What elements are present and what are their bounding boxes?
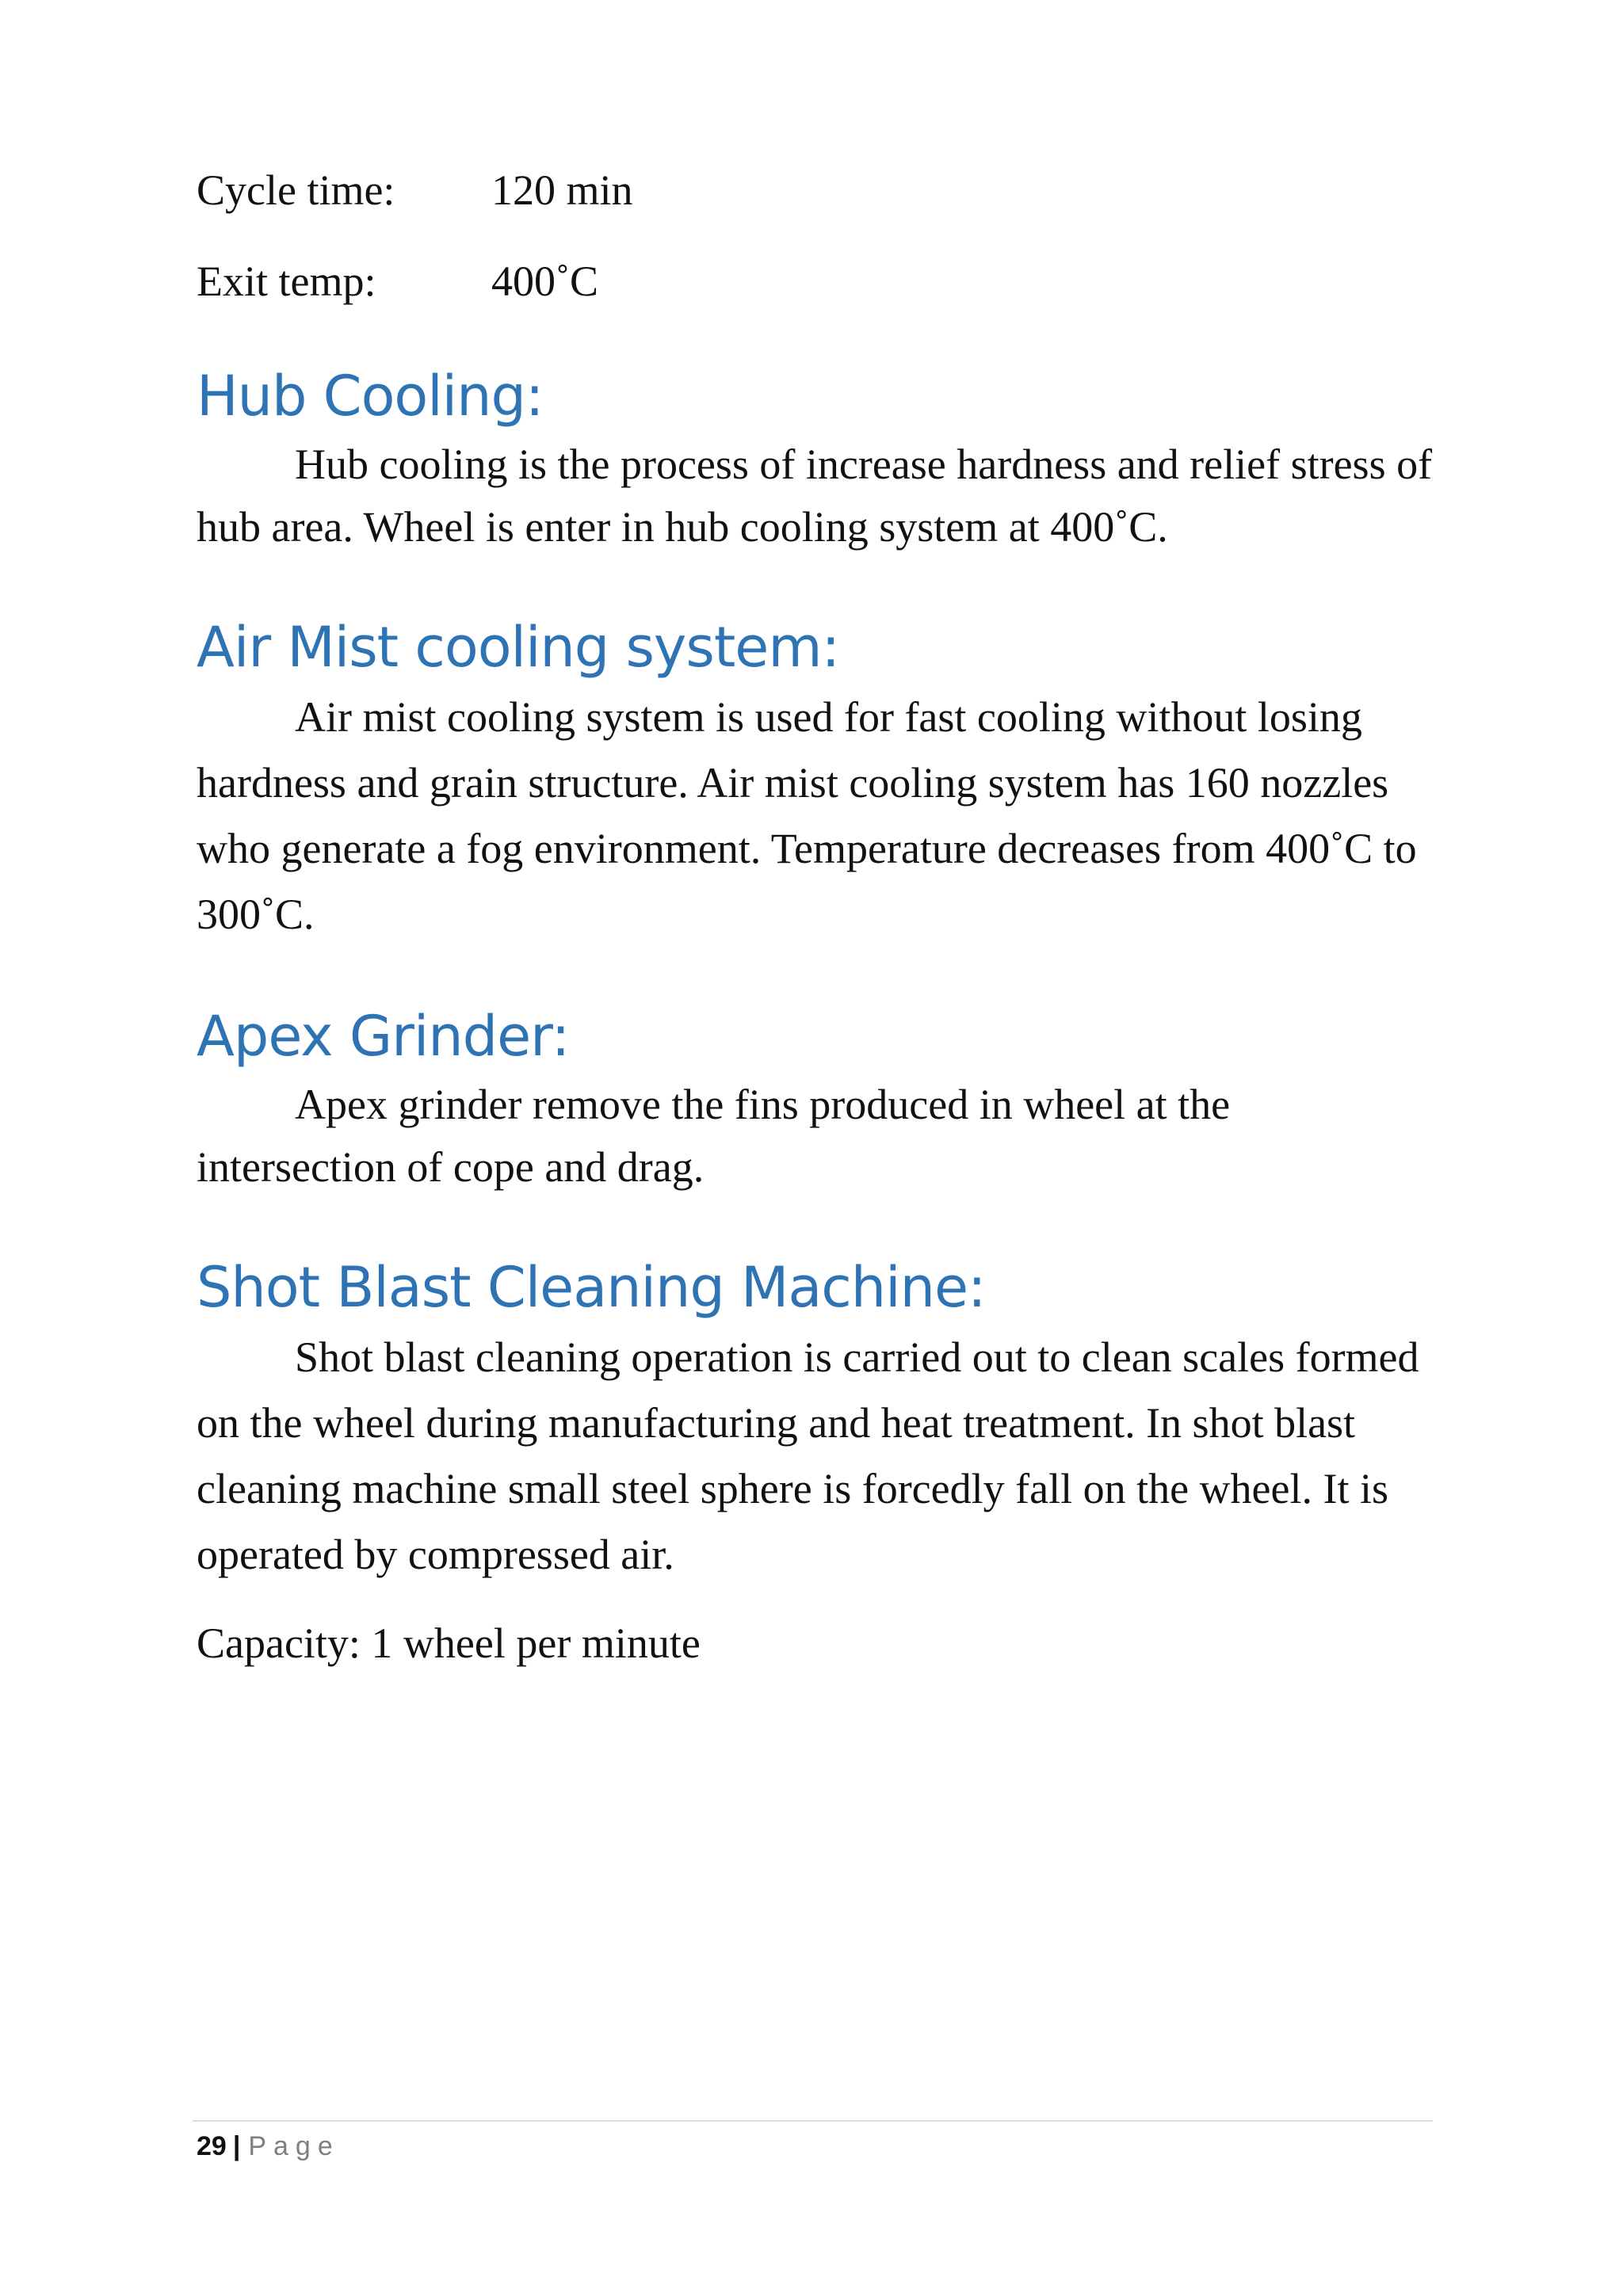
spec-label: Cycle time:	[197, 166, 395, 214]
spec-row-cycle-time	[197, 158, 1433, 222]
heading-shot-blast: Shot Blast Cleaning Machine:	[197, 1255, 986, 1320]
footer-separator: |	[232, 2131, 241, 2161]
heading-air-mist-cooling: Air Mist cooling system:	[197, 615, 840, 680]
paragraph-hub-cooling	[197, 433, 1433, 559]
page-number: 29	[197, 2131, 227, 2161]
spec-value: 400˚C	[491, 257, 598, 305]
heading-apex-grinder: Apex Grinder:	[197, 1004, 570, 1069]
footer-divider	[193, 2120, 1433, 2122]
spec-row-exit-temp	[197, 250, 1433, 313]
page-footer	[197, 2126, 340, 2167]
capacity-line: Capacity: 1 wheel per minute	[197, 1619, 701, 1667]
paragraph-text: Air mist cooling system is used for fast cooling without losing hardness and grain structure. Air mist cooling system has 160 nozzles who generate a fog environment. Temperature decreases from 400˚C to 300˚C.	[197, 693, 1417, 938]
page-content	[197, 158, 1433, 1675]
paragraph-text: Hub cooling is the process of increase hardness and relief stress of hub area. Wheel is enter in hub cooling system at 400˚C.	[197, 441, 1433, 551]
heading-hub-cooling: Hub Cooling:	[197, 364, 544, 429]
paragraph-text: Apex grinder remove the fins produced in wheel at the intersection of cope and drag.	[197, 1081, 1231, 1191]
paragraph-apex-grinder	[197, 1074, 1433, 1199]
page-word: Page	[248, 2131, 340, 2161]
spec-value: 120 min	[491, 166, 633, 214]
paragraph-text: Shot blast cleaning operation is carried out to clean scales formed on the wheel during manufacturing and heat treatment. In shot blast cleaning machine small steel sphere is forcedly fall on the wheel. It is operated by compressed air.	[197, 1333, 1419, 1578]
spec-list	[197, 158, 1433, 313]
paragraph-shot-blast	[197, 1325, 1433, 1588]
spec-label: Exit temp:	[197, 257, 376, 305]
paragraph-air-mist-cooling	[197, 685, 1433, 948]
